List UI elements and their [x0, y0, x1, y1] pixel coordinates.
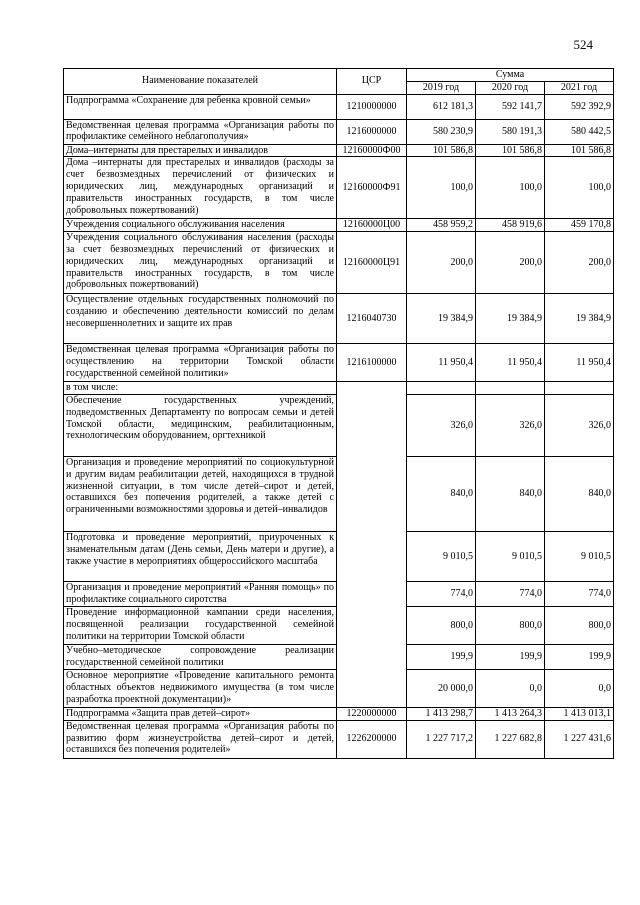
row-value: 800,0	[545, 606, 614, 644]
row-code: 1216000000	[337, 119, 407, 144]
row-name: в том числе:	[64, 382, 337, 395]
row-name: Осуществление отдельных государственных полномочий по созданию и обеспечению деятельности комиссий по делам несовершеннолетних и защите их прав	[64, 294, 337, 344]
table-row	[64, 144, 614, 157]
row-code: 12160000Ц00	[337, 219, 407, 232]
row-value: 11 950,4	[545, 344, 614, 382]
row-name: Дома –интернаты для престарелых и инвалидов (расходы за счет безвозмездных перечислений от физических и юридических лиц, международных организаций и правительств иностранных государств, в том числе добровольных пожертвований)	[64, 157, 337, 219]
table-row	[64, 382, 614, 395]
row-value: 774,0	[407, 581, 476, 606]
row-name: Учреждения социального обслуживания населения	[64, 219, 337, 232]
row-name: Ведомственная целевая программа «Организация работы по осуществлению на территории Томской области государственной семейной политики»	[64, 344, 337, 382]
row-value: 612 181,3	[407, 94, 476, 119]
row-code: 12160000Ф00	[337, 144, 407, 157]
row-value: 9 010,5	[407, 531, 476, 581]
row-name: Организация и проведение мероприятий по социокультурной и другим видам реабилитации детей, находящихся в трудной жизненной ситуации, в том числе детей–сирот и детей, оставшихся без попечения родителей, а также детей с ограниченными возможностями здоровья и детей–инвалидов	[64, 456, 337, 531]
row-name: Проведение информационной кампании среди населения, посвященной реализации государственной семейной политики на территории Томской области	[64, 606, 337, 644]
row-value: 840,0	[407, 456, 476, 531]
row-value: 580 442,5	[545, 119, 614, 144]
row-value: 1 413 298,7	[407, 707, 476, 720]
row-code: 1226200000	[337, 720, 407, 758]
row-value: 1 227 431,6	[545, 720, 614, 758]
row-value: 200,0	[407, 232, 476, 294]
row-value: 19 384,9	[545, 294, 614, 344]
table-row	[64, 720, 614, 758]
row-name: Организация и проведение мероприятий «Ранняя помощь» по профилактике социального сиротства	[64, 581, 337, 606]
row-value: 100,0	[476, 157, 545, 219]
row-value: 840,0	[476, 456, 545, 531]
row-code: 12160000Ц91	[337, 232, 407, 294]
row-code: 12160000Ф91	[337, 157, 407, 219]
table-row	[64, 232, 614, 294]
row-value: 326,0	[407, 394, 476, 456]
row-value: 100,0	[545, 157, 614, 219]
row-value: 1 413 264,3	[476, 707, 545, 720]
table-row	[64, 94, 614, 119]
row-value: 1 227 682,8	[476, 720, 545, 758]
row-value: 840,0	[545, 456, 614, 531]
row-name: Подпрограмма «Защита прав детей–сирот»	[64, 707, 337, 720]
row-value: 9 010,5	[545, 531, 614, 581]
row-value: 199,9	[476, 644, 545, 669]
row-value: 101 586,8	[476, 144, 545, 157]
row-value: 101 586,8	[545, 144, 614, 157]
row-name: Ведомственная целевая программа «Организация работы по профилактике семейного неблагополучия»	[64, 119, 337, 144]
row-value: 580 230,9	[407, 119, 476, 144]
row-value: 326,0	[476, 394, 545, 456]
row-code: 1216100000	[337, 344, 407, 382]
header-sum: Сумма	[407, 69, 614, 82]
budget-table	[63, 68, 614, 759]
row-value	[476, 382, 545, 395]
row-name: Дома–интернаты для престарелых и инвалидов	[64, 144, 337, 157]
table-row	[64, 707, 614, 720]
row-value: 20 000,0	[407, 669, 476, 707]
row-value: 200,0	[476, 232, 545, 294]
row-value: 592 392,9	[545, 94, 614, 119]
header-year: 2020 год	[476, 81, 545, 94]
row-name: Ведомственная целевая программа «Организация работы по развитию форм жизнеустройства детей–сирот и детей, оставшихся без попечения родителей»	[64, 720, 337, 758]
row-value: 774,0	[545, 581, 614, 606]
row-value	[545, 382, 614, 395]
row-value: 199,9	[407, 644, 476, 669]
row-value: 11 950,4	[476, 344, 545, 382]
header-year: 2021 год	[545, 81, 614, 94]
row-value: 458 959,2	[407, 219, 476, 232]
row-code: 1210000000	[337, 94, 407, 119]
row-value: 592 141,7	[476, 94, 545, 119]
page-number: 524	[573, 37, 593, 52]
row-value: 0,0	[545, 669, 614, 707]
row-value: 19 384,9	[476, 294, 545, 344]
row-name: Подготовка и проведение мероприятий, приуроченных к знаменательным датам (День семьи, День матери и другие), а также участие в мероприятиях общероссийского масштаба	[64, 531, 337, 581]
header-code: ЦСР	[337, 69, 407, 95]
row-value: 458 919,6	[476, 219, 545, 232]
row-value: 1 227 717,2	[407, 720, 476, 758]
row-value: 326,0	[545, 394, 614, 456]
row-value: 101 586,8	[407, 144, 476, 157]
row-name: Подпрограмма «Сохранение для ребенка кровной семьи»	[64, 94, 337, 119]
row-name: Учреждения социального обслуживания населения (расходы за счет безвозмездных перечислений от физических и юридических лиц, международных организаций и правительств иностранных государств, в том числе добровольных пожертвований)	[64, 232, 337, 294]
header-year: 2019 год	[407, 81, 476, 94]
row-value: 11 950,4	[407, 344, 476, 382]
row-code: 1216040730	[337, 294, 407, 344]
row-value: 800,0	[476, 606, 545, 644]
table-row	[64, 157, 614, 219]
row-value: 0,0	[476, 669, 545, 707]
row-code-empty	[337, 382, 407, 708]
row-value: 199,9	[545, 644, 614, 669]
table-row	[64, 294, 614, 344]
header-name: Наименование показателей	[64, 69, 337, 95]
table-row	[64, 219, 614, 232]
row-code: 1220000000	[337, 707, 407, 720]
table-row	[64, 119, 614, 144]
row-value: 459 170,8	[545, 219, 614, 232]
row-value	[407, 382, 476, 395]
row-value: 580 191,3	[476, 119, 545, 144]
row-name: Основное мероприятие «Проведение капитального ремонта областных объектов недвижимого имущества (в том числе разработка проектной документации)»	[64, 669, 337, 707]
row-name: Обеспечение государственных учреждений, подведомственных Департаменту по вопросам семьи и детей Томской области, медицинским, реабилитационным, технологическим оборудованием, оргтехникой	[64, 394, 337, 456]
row-value: 774,0	[476, 581, 545, 606]
row-value: 9 010,5	[476, 531, 545, 581]
row-value: 800,0	[407, 606, 476, 644]
row-value: 1 413 013,1	[545, 707, 614, 720]
row-value: 100,0	[407, 157, 476, 219]
row-value: 19 384,9	[407, 294, 476, 344]
row-name: Учебно–методическое сопровождение реализации государственной семейной политики	[64, 644, 337, 669]
row-value: 200,0	[545, 232, 614, 294]
table-row	[64, 344, 614, 382]
